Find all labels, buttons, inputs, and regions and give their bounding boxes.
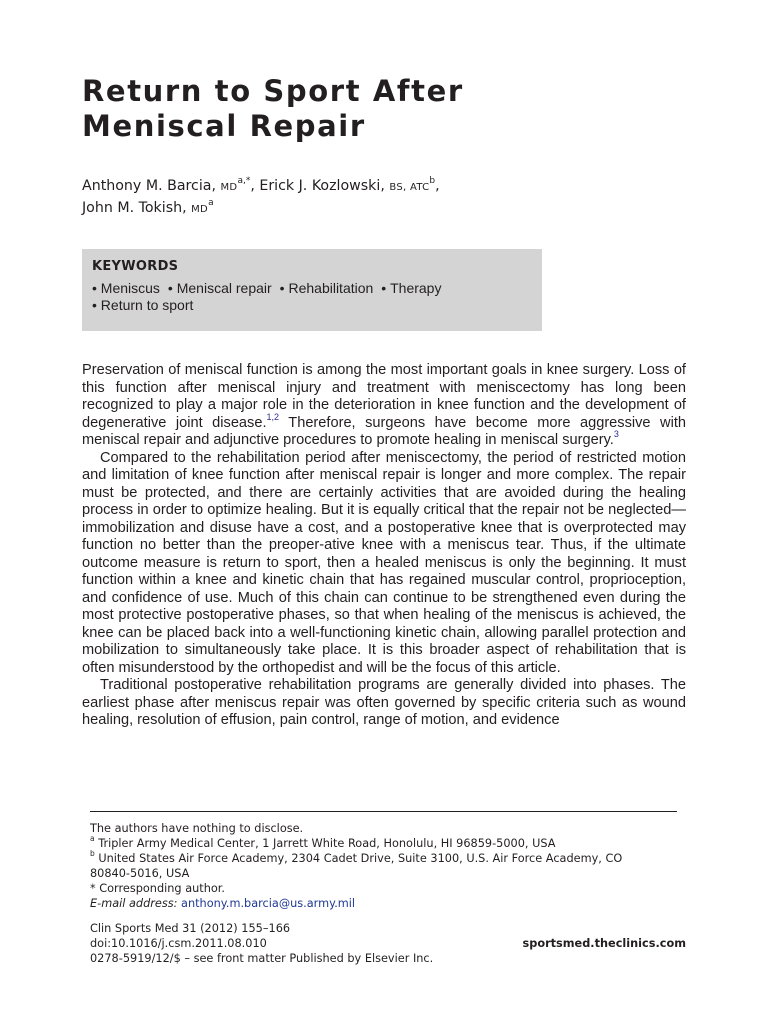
author-affiliation-mark: a,* [237, 176, 251, 187]
keyword-item: Return to sport [100, 297, 194, 313]
journal-url-link[interactable]: sportsmed.theclinics.com [522, 937, 686, 950]
body-paragraph: Compared to the rehabilitation period after meniscectomy, the period of restricted motion and limitation of knee function after meniscal repair is longer and more complex. The repair must be protected, and there are certainly activities that are avoided during the healing process in order to optimize healing. But it is equally critical that the repair not be neglected—immobilization and disuse have a cost, and a postoperative knee that is overprotected may function no better than the preoper-ative knee with a meniscus tear. Thus, if the ultimate outcome measure is return to sport, then a healed meniscus is only the beginning. It must function within a knee and kinetic chain that has regained muscular control, proprioception, and confidence of use. Much of this chain can continue to be strengthened even during the most protective postoperative phases, so that when healing of the meniscus is achieved, the knee can be placed back into a well-functioning kinetic chain, allowing parallel protection and mobilization to simultaneously take place. It is this broader aspect of rehabilitation that is often misunderstood by the orthopedist and will be the focus of this article. [82, 449, 686, 676]
issn-copyright: 0278-5919/12/$ – see front matter Published by Elsevier Inc. [90, 952, 434, 965]
author-name: Anthony M. Barcia, [82, 178, 216, 194]
citation-reference[interactable]: 1,2 [266, 411, 280, 422]
author-degree: BS, ATC [389, 182, 430, 193]
body-paragraph: Preservation of meniscal function is among the most important goals in knee surgery. Loss of this function after meniscal injury and treatment with meniscectomy has long been recognized to play a major role in the deterioration in knee function and the development of degenerative joint disease.$^{1,2}$ Therefore, surgeons have become more aggressive with meniscal repair and adjunctive procedures to promote healing in meniscal surgery.$^3$ [82, 362, 687, 448]
keywords-heading: KEYWORDS [92, 259, 179, 274]
corresponding-author-note: * Corresponding author. [90, 882, 225, 895]
article-body [82, 362, 686, 730]
author-line-1: Anthony M. Barcia, $MD^{a,*}$, Erick J. Kozlowski, BS, ATC$^b$, [82, 176, 440, 194]
email-note [90, 896, 690, 911]
bullet-icon: • [167, 280, 173, 296]
doi[interactable]: doi:10.1016/j.csm.2011.08.010 [90, 937, 267, 950]
footnote-divider [90, 811, 677, 812]
disclosure-note: The authors have nothing to disclose. [90, 822, 304, 835]
affiliation-a: $^a$ Tripler Army Medical Center, 1 Jarrett White Road, Honolulu, HI 96859-5000, USA [90, 834, 556, 850]
body-paragraph: Traditional postoperative rehabilitation programs are generally divided into phases. The earliest phase after meniscus repair was often governed by specific criteria such as wound healing, resolution of effusion, pain control, range of motion, and evidence [82, 677, 686, 728]
author-degree: MD [191, 204, 209, 215]
bullet-icon: • [279, 280, 285, 296]
journal-citation: Clin Sports Med 31 (2012) 155–166 [90, 922, 291, 935]
keywords-line-2 [92, 297, 193, 314]
article-title-line-2: Meniscal Repair [82, 109, 366, 143]
affiliation-b-continued: 80840-5016, USA [90, 867, 190, 880]
email-link[interactable]: anthony.m.barcia@us.army.mil [181, 897, 356, 910]
article-title [82, 74, 702, 144]
keywords-line-1 [92, 280, 441, 297]
keywords-box [82, 249, 542, 331]
citation-reference[interactable]: 3 [613, 429, 619, 440]
author-name: Erick J. Kozlowski, [259, 178, 385, 194]
bullet-icon: • [92, 297, 97, 313]
bullet-icon: • [92, 280, 97, 296]
email-label: E-mail address: [90, 897, 178, 910]
keyword-item: Rehabilitation [288, 280, 374, 296]
bullet-icon: • [381, 280, 387, 296]
keyword-item: Meniscal repair [176, 280, 272, 296]
author-line-2 [82, 198, 682, 220]
author-affiliation-mark: b [429, 176, 436, 187]
article-title-line-1: Return to Sport After [82, 74, 464, 108]
author-degree: MD [220, 182, 238, 193]
keyword-item: Therapy [390, 280, 442, 296]
author-affiliation-mark: a [208, 198, 214, 209]
author-list [82, 176, 682, 220]
author-name: John M. Tokish, [82, 200, 187, 216]
keyword-item: Meniscus [100, 280, 160, 296]
affiliation-b: $^b$ United States Air Force Academy, 2304 Cadet Drive, Suite 3100, U.S. Air Force Academy, CO [90, 849, 623, 865]
